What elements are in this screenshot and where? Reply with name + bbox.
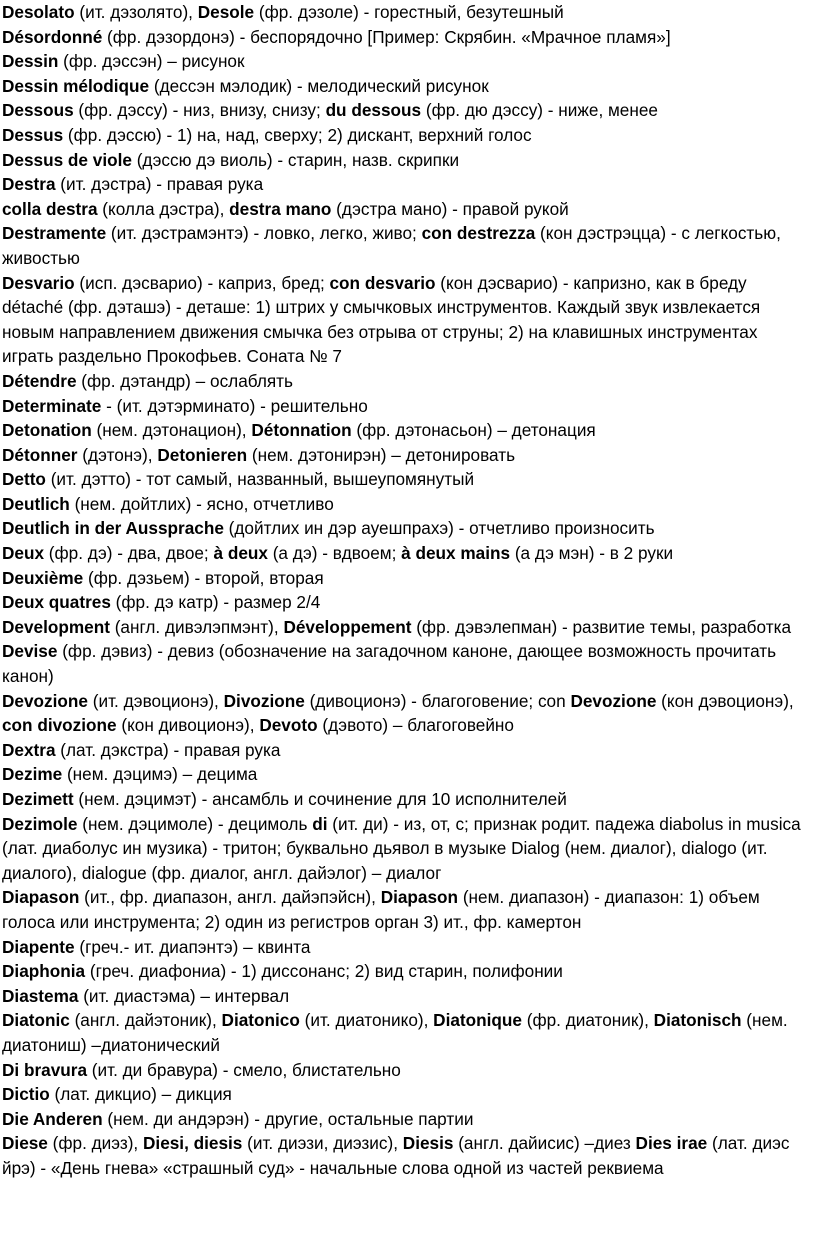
- entry-text: (фр. дэзоле) - горестный, безутешный: [254, 2, 564, 22]
- glossary-entry: [2, 787, 812, 812]
- entry-text: (фр. дэ катр) - размер 2/4: [110, 592, 321, 613]
- entry-text: (нем. дэтонирэн) – детонировать: [247, 444, 516, 465]
- entry-term: Destramente: [2, 223, 107, 244]
- entry-text: (нем. диатониш) –диатонический: [2, 1010, 788, 1055]
- entry-term: Detonieren: [157, 444, 248, 465]
- entry-term: Dezime: [2, 764, 63, 785]
- glossary-entry: [2, 935, 812, 960]
- entry-text: (ит. дэтто) - тот самый, названный, вышеупомянутый: [45, 469, 475, 490]
- entry-text: (нем. ди андэрэн) - другие, остальные партии: [102, 1108, 474, 1129]
- entry-term: Devozione: [570, 690, 657, 711]
- glossary-entry: [2, 443, 812, 468]
- glossary-entry: [2, 812, 812, 886]
- glossary-entry: [2, 418, 812, 443]
- entry-term: con destrezza: [421, 223, 536, 244]
- entry-term: di: [312, 813, 328, 834]
- entry-text: (лат. диэс йрэ) - «День гнева» «страшный суд» - начальные слова одной из частей реквиема: [2, 1133, 790, 1178]
- glossary-entry: [2, 959, 812, 984]
- glossary-entry: [2, 984, 812, 1009]
- entry-text: (ит. дэстрамэнтэ) - ловко, легко, живо;: [106, 223, 422, 244]
- entry-text: (фр. диэз),: [47, 1133, 143, 1154]
- glossary-entry: [2, 0, 812, 25]
- entry-term: Di bravura: [2, 1059, 88, 1080]
- entry-text: - (ит. дэтэрминато) - решительно: [101, 395, 368, 416]
- glossary-entry: [2, 148, 812, 173]
- entry-term: Detonation: [2, 420, 92, 441]
- glossary-entry: [2, 394, 812, 419]
- entry-term: Dezimett: [2, 789, 74, 809]
- entry-term: Divozione: [223, 690, 305, 711]
- entry-text: (колла дэстра),: [97, 198, 230, 219]
- glossary-entry: [2, 492, 812, 517]
- entry-term: Diaphonia: [2, 961, 86, 982]
- entry-text: (кон дэвоционэ),: [656, 690, 794, 711]
- entry-term: Diapason: [380, 887, 459, 908]
- glossary-entry: [2, 74, 812, 99]
- entry-term: Diese: [2, 1133, 48, 1154]
- entry-term: Désordonné: [2, 26, 103, 47]
- entry-term: Devise: [2, 641, 58, 662]
- entry-text: (ит. дэзолято),: [74, 2, 198, 22]
- glossary-entry: [2, 197, 812, 222]
- entry-text: (дойтлих ин дэр ауешпрахэ) - отчетливо произносить: [223, 518, 655, 539]
- glossary-entry: [2, 762, 812, 787]
- entry-text: (а дэ) - вдвоем;: [267, 543, 402, 564]
- entry-term: à deux mains: [401, 543, 511, 564]
- entry-text: (фр. дэссю) - 1) на, над, сверху; 2) дискант, верхний голос: [63, 124, 532, 145]
- entry-text: (нем. дойтлих) - ясно, отчетливо: [69, 493, 334, 514]
- glossary-entry: [2, 1008, 812, 1057]
- glossary-entry: [2, 369, 812, 394]
- entry-text: (нем. дэцимоле) - децимоль: [77, 813, 313, 834]
- glossary-entry: [2, 271, 812, 369]
- entry-term: Deutlich: [2, 493, 70, 514]
- entry-text: (нем. дэцимэ) – децима: [62, 764, 258, 785]
- glossary-entry: [2, 541, 812, 566]
- glossary-entry: [2, 1131, 812, 1180]
- entry-term: Diesis: [402, 1133, 454, 1154]
- entry-term: Devozione: [2, 690, 88, 711]
- entry-text: (фр. дэвиз) - девиз (обозначение на загадочном каноне, дающее возможность прочитать канон): [2, 641, 777, 687]
- entry-term: Dictio: [2, 1084, 50, 1105]
- entry-text: (фр. дэзьем) - второй, вторая: [83, 567, 324, 588]
- entry-text: (фр. дэтандр) – ослаблять: [76, 370, 293, 391]
- entry-term: Dezimole: [2, 813, 78, 834]
- entry-text: (а дэ мэн) - в 2 руки: [510, 543, 674, 564]
- entry-term: Diapente: [2, 936, 75, 957]
- entry-term: Deuxième: [2, 567, 84, 588]
- entry-text: (дэссю дэ виоль) - старин, назв. скрипки: [131, 149, 460, 170]
- glossary-entry: [2, 1107, 812, 1132]
- glossary-entry: [2, 516, 812, 541]
- entry-term: colla destra: [2, 198, 98, 219]
- entry-text: (ит. диастэма) – интервал: [78, 985, 290, 1006]
- entry-text: (греч.- ит. диапэнтэ) – квинта: [74, 936, 311, 957]
- entry-text: (кон дэсварио) - капризно, как в бреду détaché (фр. дэташэ) - деташе: 1) штрих у смычковых инструментов. Каждый звук извлекается новым направлением движения смычка без отрыва от струны; 2) на клавишных инструментах играть раздельно Прокофьев. Соната № 7: [2, 272, 761, 367]
- entry-term: Deux: [2, 543, 45, 564]
- entry-text: (ит. ди бравура) - смело, блистательно: [87, 1059, 401, 1080]
- entry-text: (нем. дэтонацион),: [91, 420, 252, 441]
- entry-term: Dessous: [2, 100, 74, 121]
- glossary-entry: [2, 467, 812, 492]
- entry-term: Detto: [2, 469, 46, 490]
- entry-text: (ит. дэвоционэ),: [87, 690, 224, 711]
- entry-text: (ит. диатонико),: [299, 1010, 434, 1031]
- entry-term: Dessus: [2, 124, 64, 145]
- glossary-entry: [2, 590, 812, 615]
- entry-term: Development: [2, 616, 110, 637]
- entry-term: Desolato: [2, 2, 75, 22]
- glossary-entry: [2, 738, 812, 763]
- entry-text: (дэтонэ),: [77, 444, 158, 465]
- entry-text: (исп. дэсварио) - каприз, бред;: [74, 272, 330, 293]
- entry-text: (греч. диафониа) - 1) диссонанс; 2) вид старин, полифонии: [85, 961, 563, 982]
- glossary-entry: [2, 639, 812, 688]
- entry-text: (ит. дэстра) - правая рука: [55, 174, 264, 195]
- entry-text: (фр. дэзордонэ) - беспорядочно [Пример: Скрябин. «Мрачное пламя»]: [102, 26, 671, 47]
- entry-text: (фр. диатоник),: [521, 1010, 654, 1031]
- glossary-entry: [2, 25, 812, 50]
- entry-term: Diastema: [2, 985, 79, 1006]
- entry-term: Dessin mélodique: [2, 75, 150, 96]
- entry-term: Determinate: [2, 395, 102, 416]
- entry-term: Dessus de viole: [2, 149, 132, 170]
- entry-text: (фр. дэтонасьон) – детонация: [351, 420, 596, 441]
- entry-term: Destra: [2, 174, 56, 195]
- glossary-entry: [2, 123, 812, 148]
- entry-term: Desole: [197, 2, 255, 22]
- entry-text: (англ. дивэлэпмэнт),: [109, 616, 284, 637]
- entry-text: (фр. дю дэссу) - ниже, менее: [421, 100, 658, 121]
- entry-term: Die Anderen: [2, 1108, 103, 1129]
- entry-term: Diatonico: [221, 1010, 300, 1031]
- entry-text: (дивоционэ) - благоговение; con: [304, 690, 571, 711]
- entry-term: Deux quatres: [2, 592, 111, 613]
- entry-term: con desvario: [329, 272, 436, 293]
- glossary-entry: [2, 49, 812, 74]
- entry-text: (кон дивоционэ),: [116, 715, 260, 736]
- entry-text: (дэстра мано) - правой рукой: [331, 198, 569, 219]
- entry-text: (лат. дикцио) – дикция: [49, 1084, 232, 1105]
- entry-text: (фр. дэссэн) – рисунок: [58, 51, 245, 72]
- glossary-entry: [2, 885, 812, 934]
- entry-term: Desvario: [2, 272, 75, 293]
- entry-term: destra mano: [229, 198, 332, 219]
- entry-term: Dies irae: [635, 1133, 708, 1154]
- entry-text: (кон дэстрэцца) - с легкостью, живостью: [2, 223, 781, 268]
- entry-text: (фр. дэ) - два, двое;: [44, 543, 214, 564]
- entry-term: Détendre: [2, 370, 77, 391]
- entry-text: (нем. дэцимэт) - ансамбль и сочинение для 10 исполнителей: [73, 789, 567, 809]
- entry-term: du dessous: [325, 100, 422, 121]
- entry-term: Développement: [283, 616, 412, 637]
- glossary-entry: [2, 689, 812, 738]
- entry-text: (фр. дэссу) - низ, внизу, снизу;: [73, 100, 326, 121]
- entry-text: (нем. диапазон) - диапазон: 1) объем голоса или инструмента; 2) один из регистров орган 3) ит., фр. камертон: [2, 887, 760, 932]
- entry-text: (лат. дэкстра) - правая рука: [55, 739, 281, 760]
- glossary-entry: [2, 98, 812, 123]
- entry-text: (англ. дайэтоник),: [69, 1010, 222, 1031]
- entry-text: (ит. ди) - из, от, с; признак родит. падежа diabolus in musica (лат. диаболус ин музика) - тритон; буквально дьявол в музыке Dialog (нем. диалог), dialogo (ит. диалого), dialogue (фр. диалог, англ. дайэлог) – диалог: [2, 813, 801, 883]
- glossary-entry: [2, 172, 812, 197]
- glossary-entry: [2, 1082, 812, 1107]
- glossary-entry: [2, 566, 812, 591]
- entry-term: Diesi, diesis: [143, 1133, 243, 1154]
- entry-text: (англ. дайисис) –диез: [453, 1133, 636, 1154]
- entry-term: Diatonisch: [653, 1010, 742, 1031]
- entry-term: con divozione: [2, 715, 117, 736]
- glossary-entry: [2, 1058, 812, 1083]
- entry-term: Deutlich in der Aussprache: [2, 518, 224, 539]
- entry-term: Dextra: [2, 739, 56, 760]
- entry-text: (дессэн мэлодик) - мелодический рисунок: [149, 75, 489, 96]
- entry-term: Devoto: [259, 715, 318, 736]
- entry-term: Détonnation: [251, 420, 352, 441]
- entry-term: Diatonique: [433, 1010, 522, 1031]
- glossary-entry: [2, 221, 812, 270]
- entry-term: Dessin: [2, 51, 59, 72]
- glossary-entry: [2, 615, 812, 640]
- entry-term: Diatonic: [2, 1010, 70, 1031]
- entry-text: (ит., фр. диапазон, англ. дайэпэйсн),: [79, 887, 381, 908]
- entry-text: (дэвото) – благоговейно: [317, 715, 514, 736]
- entry-term: Diapason: [2, 887, 80, 908]
- entry-text: (ит. диэзи, диэзис),: [242, 1133, 403, 1154]
- entry-text: (фр. дэвэлепман) - развитие темы, разработка: [411, 616, 792, 637]
- entry-term: à deux: [213, 543, 268, 564]
- entry-term: Détonner: [2, 444, 78, 465]
